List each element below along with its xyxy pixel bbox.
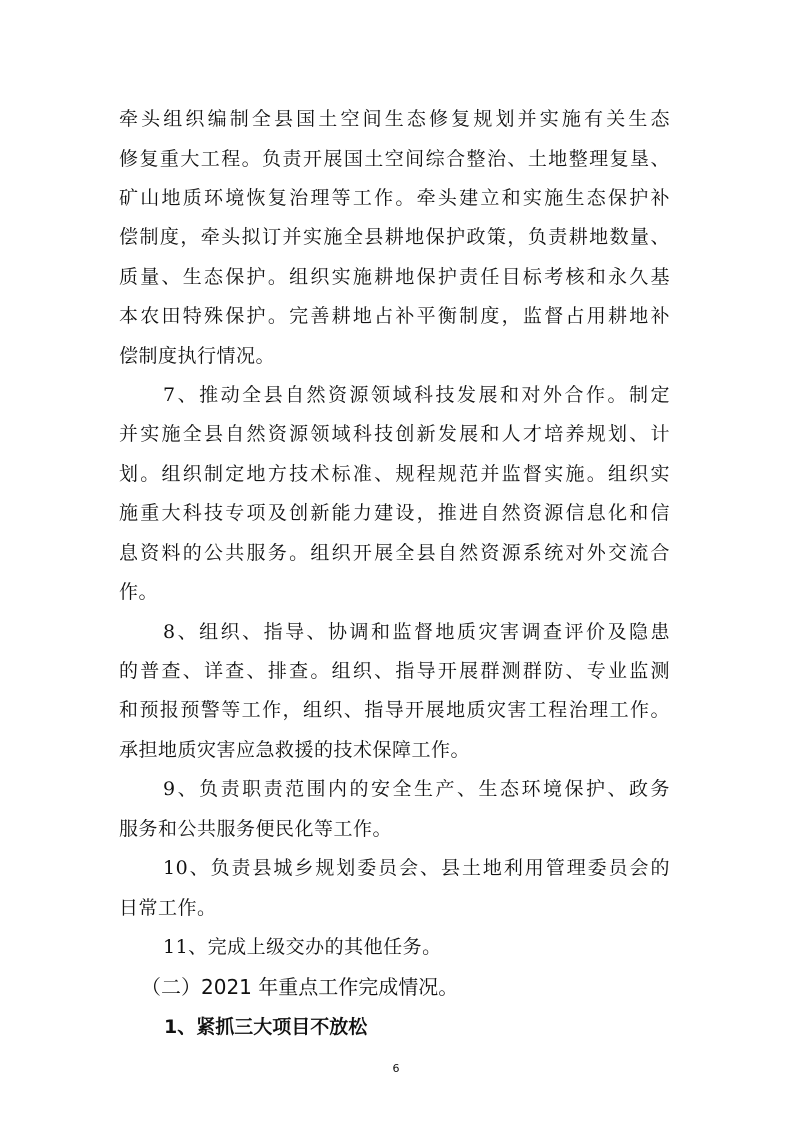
body-line: 划。组织制定地方技术标准、规程规范并监督实施。组织实 (119, 463, 670, 485)
body-line: 施重大科技专项及创新能力建设，推进自然资源信息化和信 (119, 502, 670, 524)
body-line: 息资料的公共服务。组织开展全县自然资源系统对外交流合 (119, 542, 670, 564)
list-item-7-first-line: 7、推动全县自然资源领域科技发展和对外合作。制定 (163, 384, 670, 406)
body-line: 和预报预警等工作，组织、指导开展地质灾害工程治理工作。 (119, 699, 670, 721)
list-item-10-first-line: 10、负责县城乡规划委员会、县土地利用管理委员会的 (163, 857, 670, 879)
body-line: 的普查、详查、排查。组织、指导开展群测群防、专业监测 (119, 660, 670, 682)
body-line: 矿山地质环境恢复治理等工作。牵头建立和实施生态保护补 (119, 187, 670, 209)
page-number: 6 (392, 1062, 400, 1075)
body-line: 并实施全县自然资源领域科技创新发展和人才培养规划、计 (119, 423, 670, 445)
list-item-11: 11、完成上级交办的其他任务。 (163, 936, 442, 958)
section-heading: （二）2021 年重点工作完成情况。 (141, 975, 459, 999)
list-item-8-first-line: 8、组织、指导、协调和监督地质灾害调查评价及隐患 (163, 621, 670, 643)
body-line: 承担地质灾害应急救援的技术保障工作。 (119, 739, 471, 761)
body-line: 质量、生态保护。组织实施耕地保护责任目标考核和永久基 (119, 266, 670, 288)
body-line: 修复重大工程。负责开展国土空间综合整治、土地整理复垦、 (119, 148, 670, 170)
body-line: 偿制度，牵头拟订并实施全县耕地保护政策，负责耕地数量、 (119, 226, 670, 248)
list-item-9-first-line: 9、负责职责范围内的安全生产、生态环境保护、政务 (163, 778, 670, 800)
subsection-heading: 1、紧抓三大项目不放松 (164, 1016, 368, 1038)
body-line: 日常工作。 (119, 897, 217, 919)
body-line: 作。 (119, 581, 159, 603)
body-line: 牵头组织编制全县国土空间生态修复规划并实施有关生态 (119, 108, 670, 130)
body-line: 本农田特殊保护。完善耕地占补平衡制度，监督占用耕地补 (119, 305, 670, 327)
body-line: 服务和公共服务便民化等工作。 (119, 818, 393, 840)
body-line: 偿制度执行情况。 (119, 345, 276, 367)
